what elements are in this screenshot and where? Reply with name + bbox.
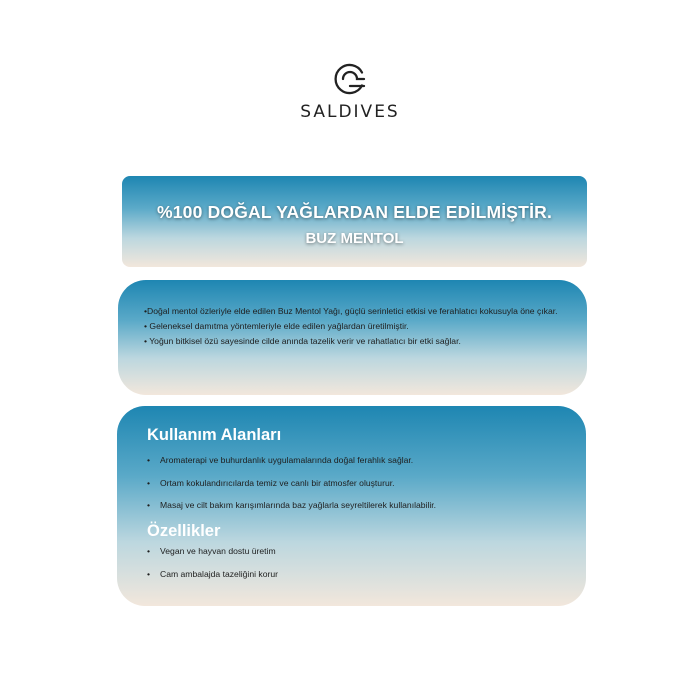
list-item-text: Aromaterapi ve buhurdanlık uygulamalarında doğal ferahlık sağlar. bbox=[160, 455, 414, 465]
bullet-icon: • bbox=[147, 500, 151, 510]
list-item bbox=[147, 455, 566, 478]
bullet-icon: • bbox=[147, 545, 151, 556]
list-item-text: Ortam kokulandırıcılarda temiz ve canlı bir atmosfer oluşturur. bbox=[160, 477, 395, 488]
usage-features-card bbox=[117, 406, 586, 606]
brand-name: SALDIVES bbox=[300, 102, 400, 122]
description-line: • Yoğun bitkisel özü sayesinde cilde anında tazelik verir ve rahatlatıcı bir etki sağlar. bbox=[144, 336, 461, 346]
usage-list bbox=[147, 455, 566, 523]
list-item-text: Cam ambalajda tazeliğini korur bbox=[160, 568, 278, 579]
features-list bbox=[147, 546, 566, 592]
features-heading: Özellikler bbox=[147, 521, 221, 540]
bullet-icon: • bbox=[147, 455, 151, 465]
bullet-icon: • bbox=[147, 568, 151, 579]
list-item bbox=[147, 546, 566, 569]
description-line: • Geleneksel damıtma yöntemleriyle elde edilen yağlardan üretilmiştir. bbox=[144, 321, 409, 331]
title-card bbox=[122, 176, 587, 267]
product-name: BUZ MENTOL bbox=[305, 230, 404, 247]
brand-logo bbox=[0, 62, 700, 122]
list-item-text: Vegan ve hayvan dostu üretim bbox=[160, 545, 276, 556]
list-item bbox=[147, 478, 566, 501]
description-line: •Doğal mentol özleriyle elde edilen Buz Mentol Yağı, güçlü serinletici etkisi ve ferahlatıcı kokusuyla öne çıkar. bbox=[144, 306, 558, 316]
usage-heading: Kullanım Alanları bbox=[147, 426, 282, 444]
description-card bbox=[118, 280, 587, 395]
list-item-text: Masaj ve cilt bakım karışımlarında baz yağlarla seyreltilerek kullanılabilir. bbox=[160, 500, 437, 510]
list-item bbox=[147, 500, 566, 523]
bullet-icon: • bbox=[147, 477, 151, 488]
headline: %100 DOĞAL YAĞLARDAN ELDE EDİLMİŞTİR. bbox=[156, 202, 553, 222]
saldives-logo-icon bbox=[333, 62, 367, 96]
list-item bbox=[147, 569, 566, 592]
